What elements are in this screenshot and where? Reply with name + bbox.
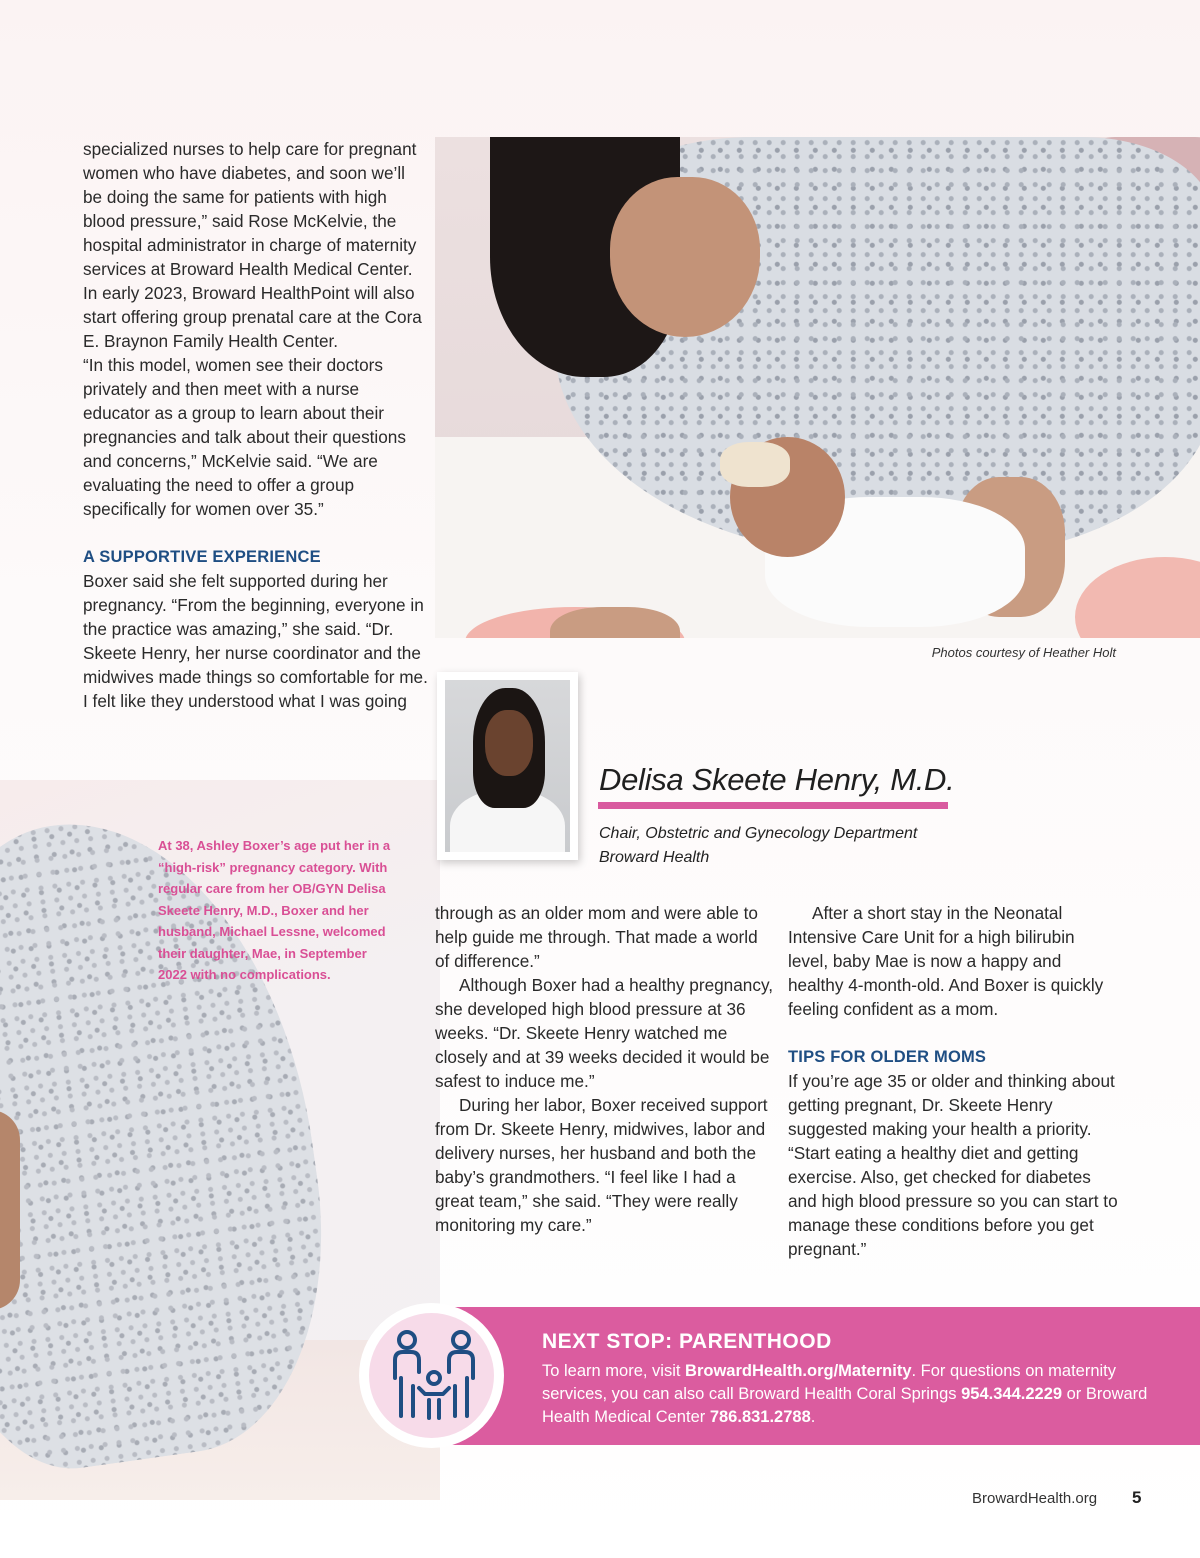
body-paragraph: During her labor, Boxer received support from Dr. Skeete Henry, midwives, labor and delivery nurses, her husband and both the baby’s grandmothers. “I feel like I had a great team,” she said. “They were really monitoring my care.” <box>435 1095 768 1235</box>
banner-text-part: or Broward Health Medical Center <box>542 1385 1148 1426</box>
doctor-title-line: Broward Health <box>599 849 710 866</box>
banner-text-part: . <box>810 1408 816 1426</box>
doctor-name-rule <box>598 802 948 809</box>
body-paragraph: Boxer said she felt supported during her pregnancy. “From the beginning, everyone in the practice was amazing,” she said. “Dr. Skeete Henry, her nurse coordinator and the midwives made things so comfortable for me. I felt like they understood what I was going <box>83 571 428 711</box>
body-paragraph: After a short stay in the Neonatal Intensive Care Unit for a high bilirubin level, baby Mae is now a happy and healthy 4-month-old. And Boxer is quickly feeling confident as a mom. <box>788 903 1104 1019</box>
doctor-title-line: Chair, Obstetric and Gynecology Department <box>599 825 918 842</box>
doctor-name: Delisa Skeete Henry, M.D. <box>599 762 955 797</box>
photo-credit: Photos courtesy of Heather Holt <box>931 645 1116 660</box>
body-paragraph: Although Boxer had a healthy pregnancy, she developed high blood pressure at 36 weeks. “Dr. Skeete Henry watched me closely and at 39 weeks decided it would be safest to induce me.” <box>435 975 774 1091</box>
banner-text <box>542 1360 1162 1429</box>
phone-medical-center[interactable]: 786.831.2788 <box>709 1408 811 1426</box>
left-column <box>83 137 428 713</box>
body-paragraph: specialized nurses to help care for pregnant women who have diabetes, and soon we’ll be doing the same for patients with high blood pressure,” said Rose McKelvie, the hospital administrator in charge of maternity services at Broward Health Medical Center. In early 2023, Broward HealthPoint will also start offering group prenatal care at the Cora E. Braynon Family Health Center. <box>83 139 422 351</box>
middle-column <box>435 901 775 1237</box>
banner-text-part: To learn more, visit <box>542 1362 686 1380</box>
right-column <box>788 901 1118 1261</box>
section-subhead: TIPS FOR OLDER MOMS <box>788 1048 987 1066</box>
photo-caption: At 38, Ashley Boxer’s age put her in a “high-risk” pregnancy category. With regular care from her OB/GYN Delisa Skeete Henry, M.D., Boxer and her husband, Michael Lessne, welcomed their daughter, Mae, in September 2022 with no complications. <box>158 838 391 982</box>
footer-website[interactable]: BrowardHealth.org <box>972 1490 1098 1507</box>
body-paragraph: through as an older mom and were able to help guide me through. That made a world of difference.” <box>435 903 758 971</box>
section-subhead: A SUPPORTIVE EXPERIENCE <box>83 548 321 566</box>
banner-title: NEXT STOP: PARENTHOOD <box>542 1330 832 1353</box>
page-number: 5 <box>1132 1488 1142 1507</box>
maternity-link[interactable]: BrowardHealth.org/Maternity <box>685 1362 912 1380</box>
body-paragraph: If you’re age 35 or older and thinking about getting pregnant, Dr. Skeete Henry suggested making your health a priority. “Start eating a healthy diet and getting exercise. Also, get checked for diabetes and high blood pressure so you can start to manage these conditions before you get pregnant.” <box>788 1071 1118 1259</box>
doctor-portrait <box>437 672 578 860</box>
body-paragraph: “In this model, women see their doctors privately and then meet with a nurse educator as a group to learn about their pregnancies and talk about their questions and concerns,” McKelvie said. “We are evaluating the need to offer a group specifically for women over 35.” <box>83 355 406 519</box>
family-icon <box>389 1328 479 1423</box>
phone-coral-springs[interactable]: 954.344.2229 <box>961 1385 1063 1403</box>
doctor-title <box>599 822 917 870</box>
mother-and-baby-photo <box>435 137 1200 638</box>
banner-text-part: . For questions on maternity services, you can also call Broward Health Coral Springs <box>542 1362 1117 1403</box>
